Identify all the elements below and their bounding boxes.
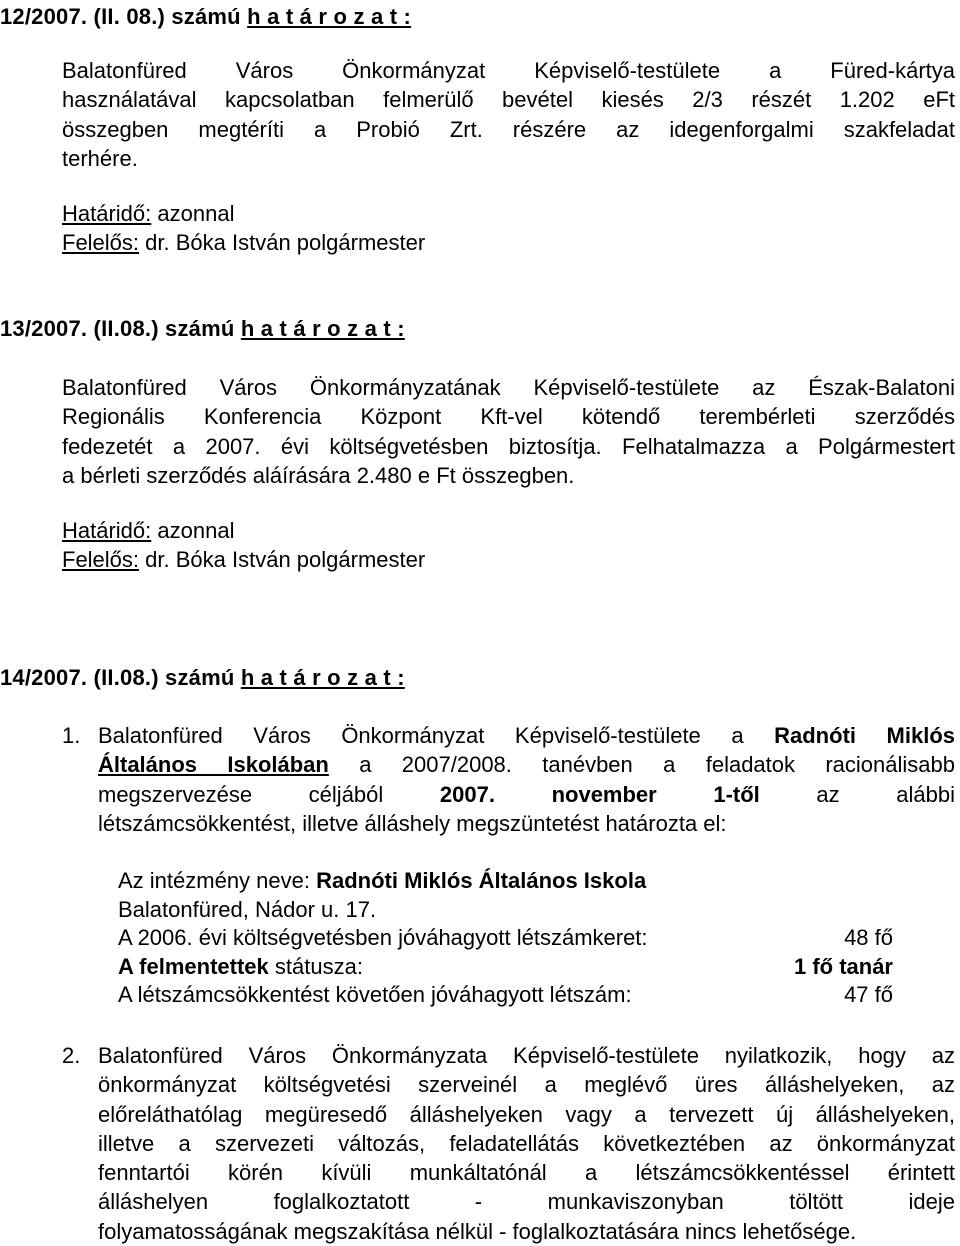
decision-12-heading	[0, 6, 411, 28]
item-1-text: az alábbi	[759, 781, 955, 807]
responsible-value: dr. Bóka István polgármester	[139, 547, 426, 572]
item-1-line-3	[98, 780, 955, 809]
decision-13-line: a bérleti szerződés aláírására 2.480 e Ft összegben.	[62, 462, 575, 488]
decision-13-line: Balatonfüred Város Önkormányzatának Képviselő-testülete az Észak-Balatoni	[62, 375, 955, 400]
decision-13-deadline	[62, 517, 234, 545]
dismissed-label-bold: A felmentettek	[118, 953, 269, 979]
item-1-number: 1.	[62, 723, 81, 748]
decision-12-number: 12/2007. (II. 08.) számú	[0, 4, 241, 29]
item-2-line: fenntartói körén kívüli munkáltatónál a létszámcsökkentéssel érintett	[98, 1160, 955, 1186]
item-2-line: előreláthatólag megüresedő álláshelyeken vagy a tervezett új álláshelyeken,	[98, 1101, 955, 1127]
decision-12-line: terhére.	[62, 145, 138, 171]
item-1-text: Balatonfüred Város Önkormányzat Képviselő-testülete a	[98, 723, 775, 748]
decision-13-line: fedezetét a 2007. évi költségvetésben biztosítja. Felhatalmazza a Polgármestert	[62, 433, 955, 459]
item-1-text: a 2007/2008. tanévben a feladatok racionálisabb	[328, 752, 955, 778]
item-1-line-1	[98, 721, 955, 750]
school-name-part-2: Általános Iskolában	[98, 752, 329, 778]
decision-12-body	[62, 56, 955, 173]
item-1-line-4: létszámcsökkentést, illetve álláshely megszüntetést határozta el:	[98, 810, 727, 836]
decision-12-line: összegben megtéríti a Probió Zrt. részére az idegenforgalmi szakfeladat	[62, 116, 955, 142]
decision-12-title: h a t á r o z a t :	[247, 4, 412, 29]
item-2-line: folyamatosságának megszakítása nélkül - foglalkoztatására nincs lehetősége.	[98, 1218, 857, 1244]
item-2-line: illetve a szervezeti változás, feladatellátás következtében az önkormányzat	[98, 1130, 955, 1156]
dismissed-status-value: 1 fő tanár	[793, 953, 893, 979]
decision-14-number: 14/2007. (II.08.) számú	[0, 665, 235, 690]
item-1-text: megszervezése céljából	[98, 781, 440, 807]
deadline-label: Határidő:	[62, 518, 152, 543]
item-2-number: 2.	[62, 1043, 81, 1068]
responsible-value: dr. Bóka István polgármester	[139, 230, 426, 255]
effective-date: 2007. november 1-től	[439, 781, 760, 807]
item-2-body	[98, 1041, 955, 1246]
item-2-line: álláshelyen foglalkoztatott - munkaviszonyban töltött ideje	[98, 1189, 955, 1215]
headcount-after-row	[118, 981, 893, 1010]
responsible-label: Felelős:	[62, 230, 140, 255]
headcount-after-value: 47 fő	[844, 982, 893, 1008]
deadline-value: azonnal	[151, 518, 235, 543]
institution-address: Balatonfüred, Nádor u. 17.	[118, 896, 377, 922]
decision-14-heading	[0, 667, 405, 689]
dismissed-status-label	[118, 953, 363, 982]
decision-13-responsible	[62, 546, 425, 574]
decision-13-line: Regionális Konferencia Központ Kft-vel kötendő terembérleti szerződés	[62, 404, 955, 430]
deadline-value: azonnal	[151, 201, 235, 226]
institution-name-row	[118, 867, 893, 896]
decision-12-line: Balatonfüred Város Önkormányzat Képviselő-testülete a Füred-kártya	[62, 58, 955, 83]
item-2-line: önkormányzat költségvetési szerveinél a meglévő üres álláshelyeken, az	[98, 1072, 955, 1098]
deadline-label: Határidő:	[62, 201, 152, 226]
headcount-2006-value: 48 fő	[844, 925, 893, 951]
institution-name-label: Az intézmény neve:	[118, 868, 317, 893]
headcount-after-label: A létszámcsökkentést követően jóváhagyott létszám:	[118, 982, 632, 1008]
decision-13-title: h a t á r o z a t :	[240, 316, 405, 341]
institution-name: Radnóti Miklós Általános Iskola	[316, 868, 647, 893]
responsible-label: Felelős:	[62, 547, 140, 572]
dismissed-label-rest: státusza:	[268, 953, 363, 979]
item-2-line: Balatonfüred Város Önkormányzata Képviselő-testülete nyilatkozik, hogy az	[98, 1043, 955, 1068]
institution-block	[118, 867, 893, 1010]
decision-12-deadline	[62, 200, 234, 228]
decision-12-line: használatával kapcsolatban felmerülő bevétel kiesés 2/3 részét 1.202 eFt	[62, 87, 955, 113]
item-1-line-2	[98, 750, 955, 779]
dismissed-status-row	[118, 953, 893, 982]
decision-13-heading	[0, 318, 405, 340]
headcount-2006-label: A 2006. évi költségvetésben jóváhagyott létszámkeret:	[118, 925, 648, 951]
decision-14-title: h a t á r o z a t :	[240, 665, 405, 690]
decision-12-responsible	[62, 229, 425, 257]
decision-13-number: 13/2007. (II.08.) számú	[0, 316, 235, 341]
decision-13-body	[62, 373, 955, 490]
headcount-2006-row	[118, 924, 893, 953]
item-1-body	[98, 721, 955, 838]
school-name-part-1: Radnóti Miklós	[774, 723, 956, 748]
